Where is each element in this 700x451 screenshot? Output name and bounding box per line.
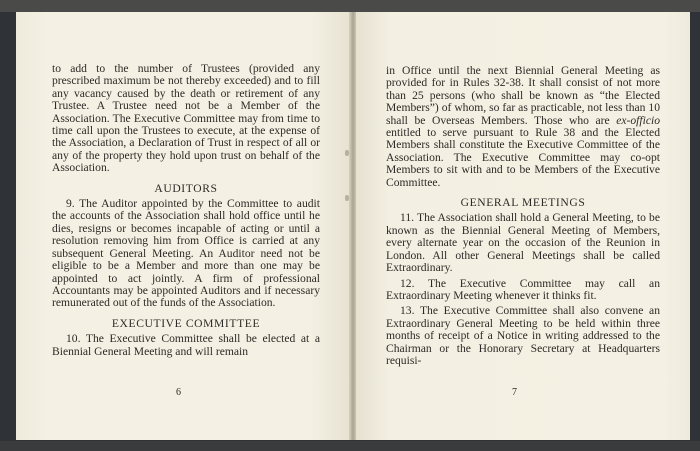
left-page-text bbox=[52, 63, 320, 358]
heading-executive-committee: EXECUTIVE COMMITTEE bbox=[111, 316, 261, 330]
ex-officio-italic: ex-officio bbox=[616, 113, 660, 127]
paragraph-rule-9: 9. The Auditor appointed by the Committee to audit the accounts of the Association shall hold office until he dies, resigns or becomes incapable of acting or until a resolution removing him from Office is carried at any subsequent General Meeting. An Auditor need not be eligible to be a Member and more than one may be appointed to act jointly. A firm of professional Accountants may be appointed Auditors and if necessary remunerated out of the funds of the Association. bbox=[52, 197, 320, 310]
paragraph-rule-13: 13. The Executive Committee shall also convene an Extraordinary General Meeting to be held within three months of receipt of a Notice in writing addressed to the Chairman or the Honorary Secretary at Headquarters requisi- bbox=[386, 304, 660, 367]
rule-10-text-a: in Office until the next Biennial General Meeting as provided for in Rules 32-38. It shall consist of not more than 25 persons (who shall be known as “the Elected Members”) of whom, so far as practicable, not less than 10 shall be Overseas Members. Those who are bbox=[386, 64, 660, 127]
scan-border-top bbox=[0, 0, 700, 12]
page-number-right: 7 bbox=[512, 387, 517, 398]
heading-auditors: AUDITORS bbox=[154, 181, 218, 195]
scan-border-bottom bbox=[0, 441, 700, 451]
binding-stitch bbox=[345, 195, 349, 201]
right-page-text bbox=[386, 65, 660, 367]
paragraph-rule-12: 12. The Executive Committee may call an Extraordinary Meeting whenever it thinks fit. bbox=[386, 276, 660, 302]
heading-general-meetings: GENERAL MEETINGS bbox=[460, 196, 586, 210]
page-number-left: 6 bbox=[176, 387, 181, 398]
left-page bbox=[16, 12, 350, 440]
paragraph-rule-11: 11. The Association shall hold a General Meeting, to be known as the Biennial General Meeting of Members, every alternate year on the occasion of the Reunion in London. All other General Meetings shall be called Extraordinary. bbox=[386, 211, 660, 275]
paragraph-rule-10: 10. The Executive Committee shall be elected at a Biennial General Meeting and will remain bbox=[52, 332, 320, 358]
rule-10-text-b: entitled to serve pursuant to Rule 38 and the Elected Members shall constitute the Executive Committee of the Association. The Executive Committee may co-opt Members to sit with and to be Members of the Executive Committee. bbox=[386, 126, 660, 189]
binding-stitch bbox=[345, 150, 349, 156]
right-page bbox=[356, 12, 690, 440]
paragraph-trustees-continued: to add to the number of Trustees (provided any prescribed maximum be not thereby exceeded) and to fill any vacancy caused by the death or retirement of any Trustee. A Trustee need not be a Member of the Association. The Executive Committee may from time to time call upon the Trustees to execute, at the expense of the Association, a Declaration of Trust in respect of all or any of the property they hold upon trust on behalf of the Association. bbox=[52, 62, 320, 175]
paragraph-rule-10-continued bbox=[386, 65, 660, 189]
